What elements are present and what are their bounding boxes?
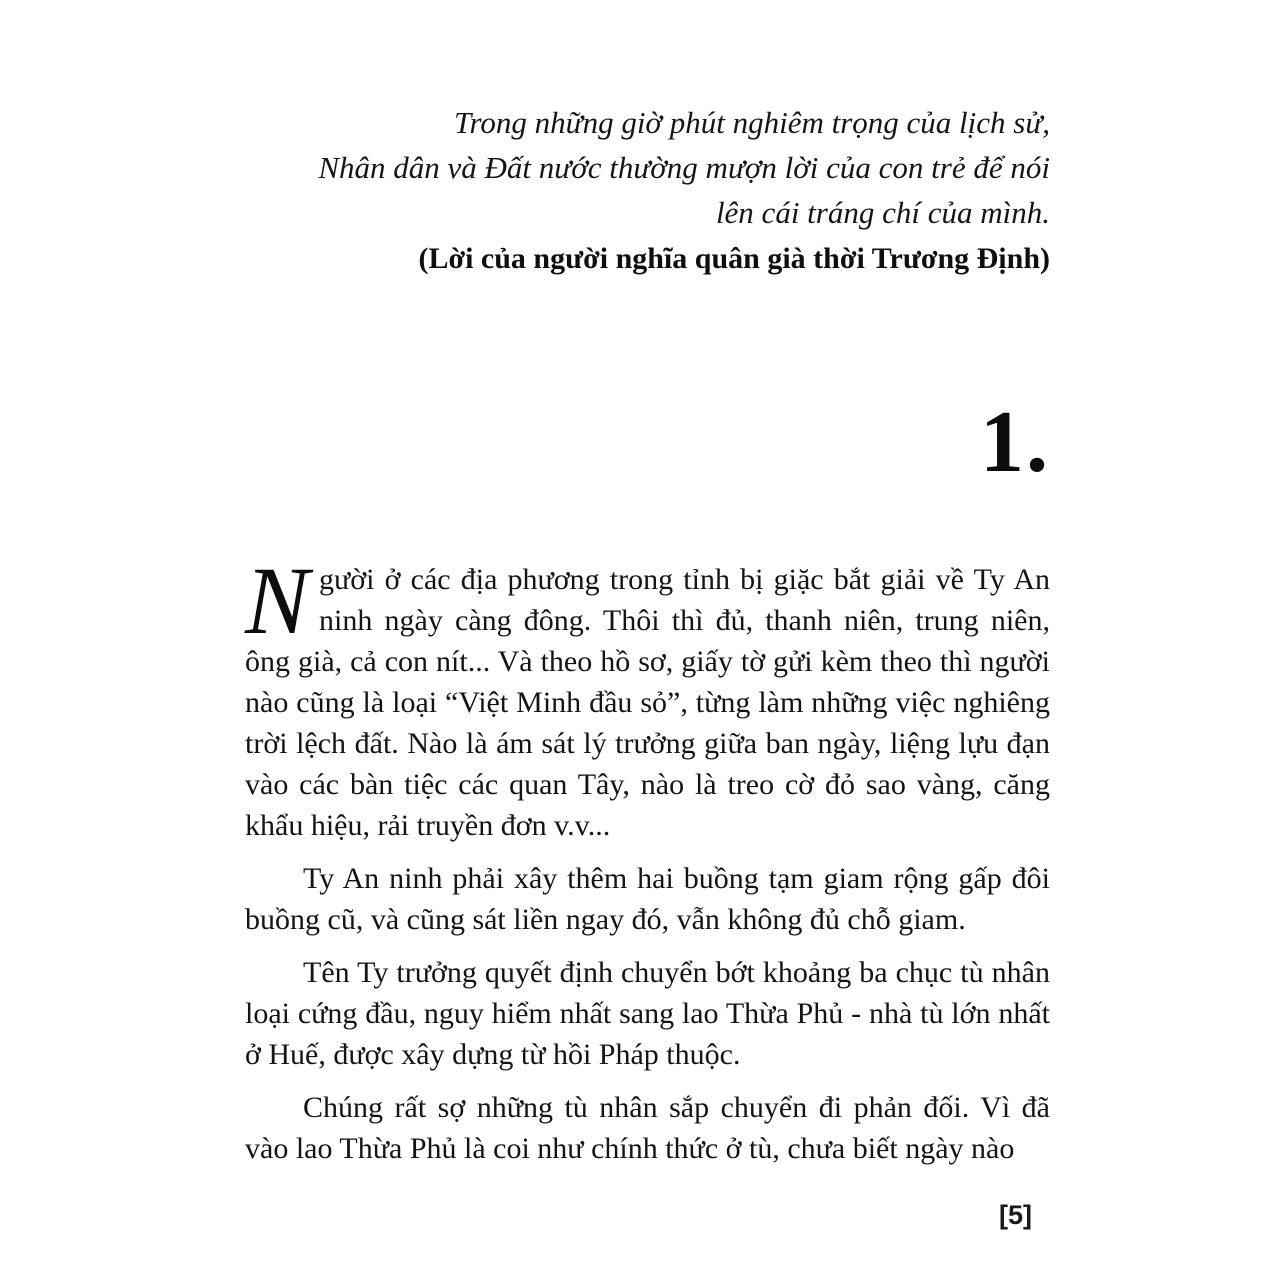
paragraph-3: Tên Ty trưởng quyết định chuyển bớt khoảng ba chục tù nhân loại cứng đầu, nguy hiểm nhất sang lao Thừa Phủ - nhà tù lớn nhất ở Huế, được xây dựng từ hồi Pháp thuộc. — [245, 956, 1050, 1071]
dropcap-letter: N — [245, 547, 310, 654]
paragraph-4: Chúng rất sợ những tù nhân sắp chuyển đi phản đối. Vì đã vào lao Thừa Phủ là coi như chính thức ở tù, chưa biết ngày nào — [245, 1091, 1050, 1165]
chapter-number: 1. — [980, 394, 1050, 491]
epigraph-line-3: lên cái tráng chí của mình. — [715, 195, 1050, 230]
page-content — [245, 0, 1050, 1169]
epigraph-line-1: Trong những giờ phút nghiêm trọng của lịch sử, — [453, 105, 1050, 140]
body-text — [245, 547, 1050, 1169]
epigraph — [245, 100, 1050, 235]
epigraph-attribution: (Lời của người nghĩa quân già thời Trương Định) — [418, 242, 1050, 275]
paragraph-1-text: gười ở các địa phương trong tỉnh bị giặc bắt giải về Ty An ninh ngày càng đông. Thôi thì đủ, thanh niên, trung niên, ông già, cả con nít... Và theo hồ sơ, giấy tờ gửi kèm theo thì người nào cũng là loại “Việt Minh đầu sỏ”, từng làm những việc nghiêng trời lệch đất. Nào là ám sát lý trưởng giữa ban ngày, liệng lựu đạn vào các bàn tiệc các quan Tây, nào là treo cờ đỏ sao vàng, căng khẩu hiệu, rải truyền đơn v.v... — [245, 563, 1050, 842]
page-number: [5] — [999, 1200, 1032, 1230]
epigraph-line-2: Nhân dân và Đất nước thường mượn lời của con trẻ để nói — [318, 150, 1050, 185]
paragraph-1 — [245, 547, 1050, 846]
paragraph-2: Ty An ninh phải xây thêm hai buồng tạm giam rộng gấp đôi buồng cũ, và cũng sát liền ngay đó, vẫn không đủ chỗ giam. — [245, 862, 1050, 936]
